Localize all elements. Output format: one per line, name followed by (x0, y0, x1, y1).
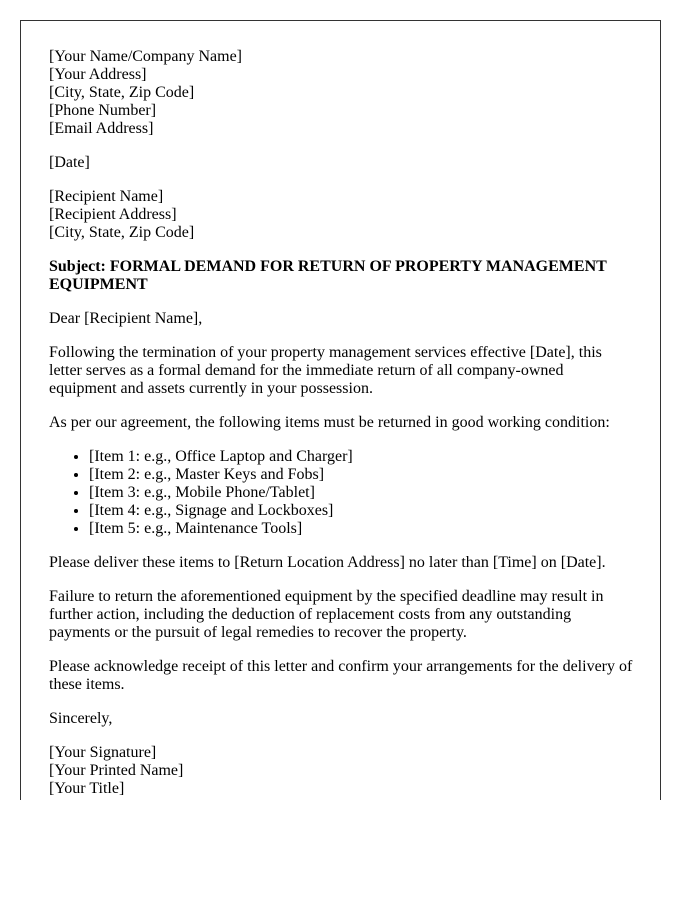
sender-email: [Email Address] (49, 120, 154, 137)
list-item: • [Item 4: e.g., Signage and Lockboxes] (89, 502, 660, 520)
consequence-paragraph: Failure to return the aforementioned equipment by the specified deadline may result in further action, including the deduction of replacement costs from any outstanding payments or the pursuit of legal remedies to recover the property. (49, 588, 604, 641)
intro-paragraph: Following the termination of your property management services effective [Date], this letter serves as a formal demand for the immediate return of all company-owned equipment and assets currently in your possession. (49, 344, 602, 397)
sender-block (49, 48, 660, 138)
letter-date: [Date] (49, 154, 90, 171)
list-item: • [Item 5: e.g., Maintenance Tools] (89, 520, 660, 538)
recipient-name: [Recipient Name] (49, 188, 164, 205)
recipient-city: [City, State, Zip Code] (49, 224, 195, 241)
closing: Sincerely, (49, 710, 113, 727)
sender-city: [City, State, Zip Code] (49, 84, 195, 101)
signature-block (49, 744, 660, 798)
sender-name: [Your Name/Company Name] (49, 48, 243, 65)
sender-phone: [Phone Number] (49, 102, 157, 119)
delivery-paragraph: Please deliver these items to [Return Location Address] no later than [Time] on [Date]. (49, 554, 606, 571)
subject-text: FORMAL DEMAND FOR RETURN OF PROPERTY MANAGEMENT EQUIPMENT (49, 258, 607, 293)
printed-name: [Your Printed Name] (49, 762, 184, 779)
items-list (49, 448, 660, 538)
recipient-block (49, 188, 660, 242)
sender-address: [Your Address] (49, 66, 147, 83)
items-intro: As per our agreement, the following items must be returned in good working condition: (49, 414, 610, 431)
acknowledge-paragraph: Please acknowledge receipt of this letter and confirm your arrangements for the delivery of these items. (49, 658, 633, 693)
letter-page (20, 20, 661, 800)
recipient-address: [Recipient Address] (49, 206, 177, 223)
list-item: • [Item 3: e.g., Mobile Phone/Tablet] (89, 484, 660, 502)
title: [Your Title] (49, 780, 125, 797)
subject-label: Subject: (49, 258, 106, 275)
list-item: • [Item 1: e.g., Office Laptop and Charger] (89, 448, 660, 466)
subject-line (49, 258, 629, 294)
list-item: • [Item 2: e.g., Master Keys and Fobs] (89, 466, 660, 484)
salutation: Dear [Recipient Name], (49, 310, 203, 327)
signature: [Your Signature] (49, 744, 157, 761)
